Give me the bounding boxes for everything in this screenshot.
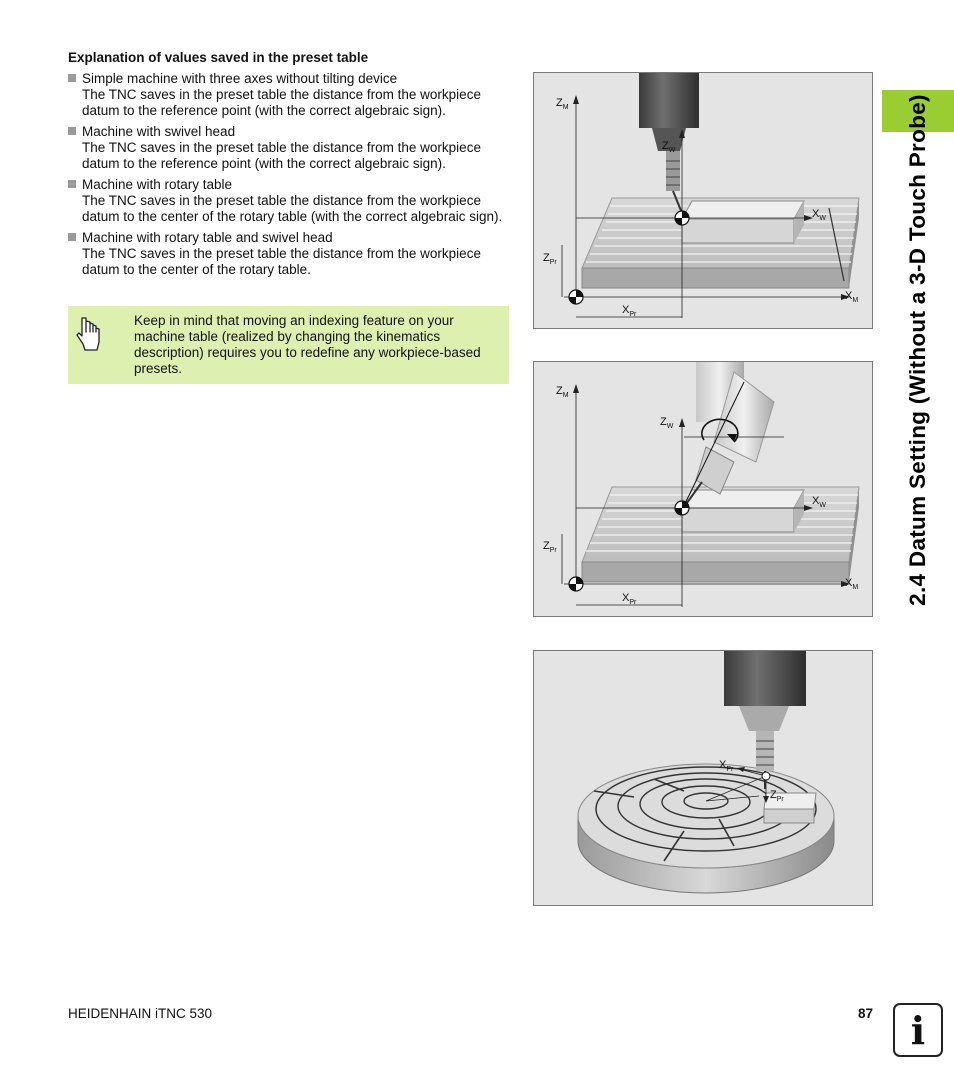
workpiece-block [682, 490, 804, 532]
label-xm: $X_M$ [845, 290, 859, 304]
item-title: Simple machine with three axes without tilting device [82, 71, 398, 86]
figure-rotary-table-machine [533, 650, 873, 906]
item-description: The TNC saves in the preset table the distance from the workpiece datum to the center of the rotary table. [82, 246, 481, 277]
bullet-square-icon [68, 74, 76, 82]
item-title: Machine with rotary table [82, 177, 233, 192]
item-title: Machine with swivel head [82, 124, 236, 139]
hand-pointing-icon [74, 314, 104, 354]
info-icon: i [893, 1003, 943, 1057]
label-xpr: $X_{Pr}$ [719, 759, 734, 773]
list-item [68, 124, 513, 172]
label-xw: $X_W$ [812, 208, 826, 222]
spindle [639, 73, 699, 213]
figure-three-axis-machine [533, 72, 873, 329]
label-xm: $X_M$ [845, 577, 859, 591]
section-heading: Explanation of values saved in the preset table [68, 50, 369, 65]
list-item [68, 230, 513, 278]
item-description: The TNC saves in the preset table the distance from the workpiece datum to the reference point (with the correct algebraic sign). [82, 140, 481, 171]
page-number: 87 [857, 1006, 873, 1021]
label-zpr: $Z_{Pr}$ [543, 540, 557, 554]
label-zm: $Z_M$ [556, 97, 569, 111]
label-xw: $X_W$ [812, 495, 826, 509]
note-text: Keep in mind that moving an indexing feature on your machine table (realized by changing the kinematics description) requires you to redefine any workpiece-based presets. [134, 313, 481, 376]
workpiece-block [682, 201, 804, 243]
footer-product: HEIDENHAIN iTNC 530 [68, 1006, 213, 1021]
chapter-side-title: 2.4 Datum Setting (Without a 3-D Touch Probe) [905, 94, 930, 606]
rotary-table [578, 764, 834, 893]
list-item [68, 177, 513, 225]
label-zm: $Z_M$ [556, 385, 569, 399]
label-xpr: $X_{Pr}$ [622, 304, 637, 318]
bullet-square-icon [68, 180, 76, 188]
label-zpr: $Z_{Pr}$ [770, 789, 784, 803]
label-zw: $Z_W$ [662, 140, 676, 154]
figure-swivel-head-machine [533, 361, 873, 617]
item-title: Machine with rotary table and swivel head [82, 230, 333, 245]
label-zw: $Z_W$ [660, 416, 674, 430]
item-description: The TNC saves in the preset table the distance from the workpiece datum to the center of the rotary table (with the correct algebraic sign). [82, 193, 503, 224]
bullet-square-icon [68, 127, 76, 135]
item-description: The TNC saves in the preset table the distance from the workpiece datum to the reference point (with the correct algebraic sign). [82, 87, 481, 118]
bullet-list [68, 71, 513, 283]
list-item [68, 71, 513, 119]
label-zpr: $Z_{Pr}$ [543, 252, 557, 266]
label-xpr: $X_{Pr}$ [622, 592, 637, 606]
bullet-square-icon [68, 233, 76, 241]
note-box [68, 306, 509, 384]
